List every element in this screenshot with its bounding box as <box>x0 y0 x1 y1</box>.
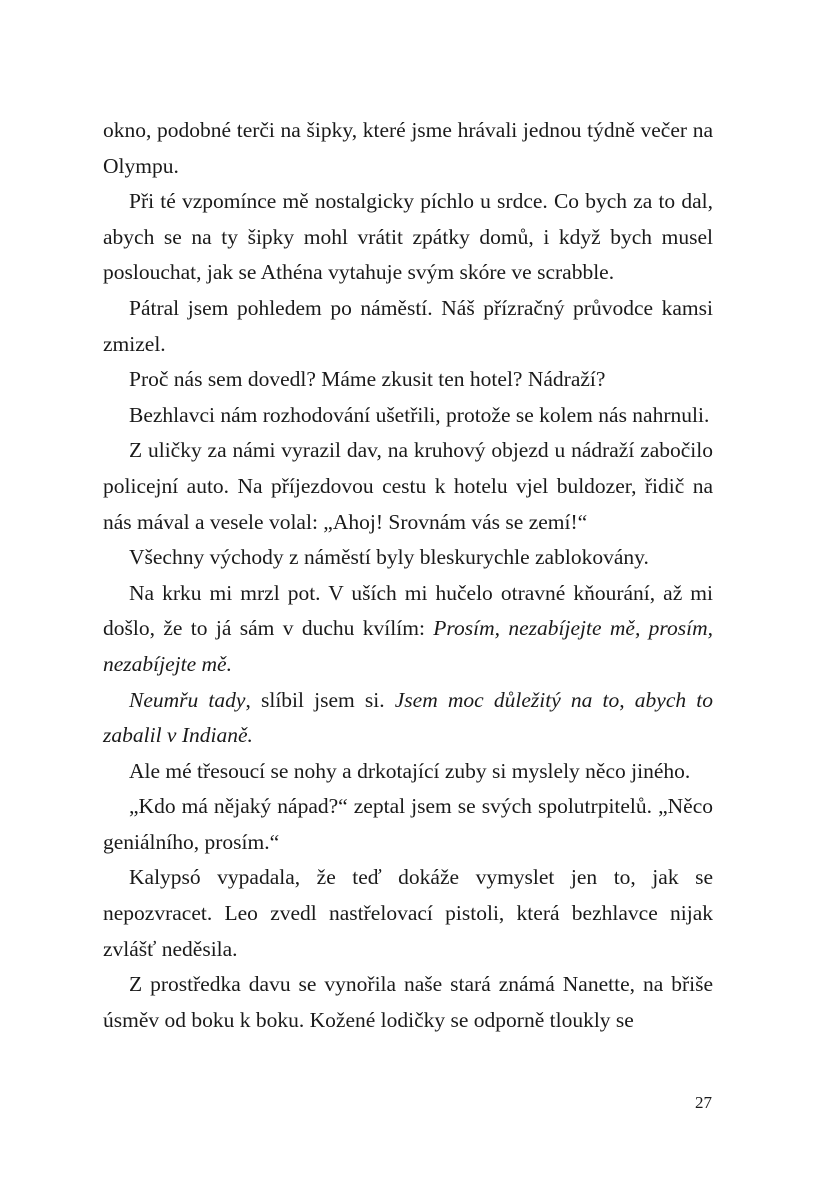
paragraph-4: Proč nás sem dovedl? Máme zkusit ten hotel? Nádraží? <box>129 367 606 392</box>
paragraph-13: Z prostředka davu se vynořila naše stará známá Nanette, na břiše úsměv od boku k boku. Kožené lodičky se odporně tloukly se <box>103 972 713 1032</box>
paragraph-9-italic-start: Neumřu tady <box>129 687 246 712</box>
paragraph-10: Ale mé třesoucí se nohy a drkotající zuby si myslely něco jiného. <box>129 758 691 783</box>
paragraph-7: Všechny východy z náměstí byly bleskurychle zablokovány. <box>129 545 649 570</box>
paragraph-6: Z uličky za námi vyrazil dav, na kruhový objezd u nádraží zabočilo policejní auto. Na příjezdovou cestu k hotelu vjel buldozer, řidič na nás mával a vesele volal: „Ahoj! Srovnám vás se zemí!“ <box>103 438 713 534</box>
paragraph-3: Pátral jsem pohledem po náměstí. Náš přízračný průvodce kamsi zmizel. <box>103 295 713 356</box>
paragraph-9-text: , slíbil jsem si. <box>245 687 395 712</box>
paragraph-2: Při té vzpomínce mě nostalgicky píchlo u srdce. Co bych za to dal, abych se na ty šipky mohl vrátit zpátky domů, i když bych musel poslouchat, jak se Athéna vytahuje svým skóre ve scrabble. <box>103 189 713 285</box>
paragraph-8-text: Na krku mi mrzl pot. V uších mi hučelo otravné kňourání, až mi došlo, že to já sám v duchu kvílím: <box>103 580 713 641</box>
body-text <box>103 113 713 1038</box>
paragraph-1: okno, podobné terči na šipky, které jsme hrávali jednou týdně večer na Olympu. <box>103 118 713 178</box>
paragraph-9-italic-end: Jsem moc důležitý na to, abych to zabalil v Indianě. <box>103 687 713 748</box>
paragraph-9 <box>103 683 713 754</box>
paragraph-8 <box>103 576 713 683</box>
paragraph-5: Bezhlavci nám rozhodování ušetřili, protože se kolem nás nahrnuli. <box>129 402 710 427</box>
paragraph-12: Kalypsó vypadala, že teď dokáže vymyslet jen to, jak se nepozvracet. Leo zvedl nastřelovací pistoli, která bezhlavce nijak zvlášť neděsila. <box>103 865 713 961</box>
paragraph-8-italic: Prosím, nezabíjejte mě, prosím, nezabíjejte mě. <box>103 616 713 676</box>
paragraph-11: „Kdo má nějaký nápad?“ zeptal jsem se svých spolutrpitelů. „Něco geniálního, prosím.“ <box>103 794 713 854</box>
page-number: 27 <box>695 1093 712 1112</box>
